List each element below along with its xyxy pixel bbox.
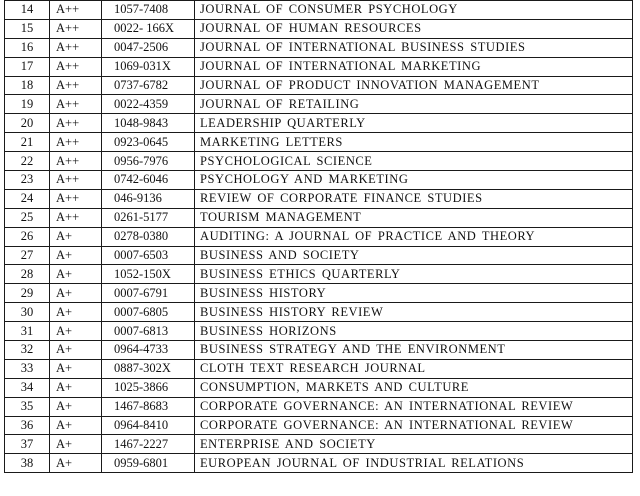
table-row: [5, 265, 633, 284]
table-row: [5, 19, 633, 38]
table-row: [5, 38, 633, 57]
journal-title-cell: BUSINESS STRATEGY AND THE ENVIRONMENT: [195, 341, 633, 360]
issn-cell: 046-9136: [102, 189, 195, 208]
journal-title-cell: CORPORATE GOVERNANCE: AN INTERNATIONAL REVIEW: [195, 397, 633, 416]
issn-cell: 1048-9843: [102, 114, 195, 133]
issn-cell: 0007-6813: [102, 322, 195, 341]
row-number-cell: 30: [5, 303, 50, 322]
journal-title-cell: CLOTH TEXT RESEARCH JOURNAL: [195, 359, 633, 378]
rank-cell: A++: [50, 152, 102, 171]
table-row: [5, 57, 633, 76]
journal-title-cell: JOURNAL OF CONSUMER PSYCHOLOGY: [195, 1, 633, 20]
table-row: [5, 208, 633, 227]
row-number-cell: 31: [5, 322, 50, 341]
rank-cell: A+: [50, 454, 102, 473]
table-row: [5, 341, 633, 360]
issn-cell: 0964-8410: [102, 416, 195, 435]
issn-cell: 0964-4733: [102, 341, 195, 360]
rank-cell: A+: [50, 435, 102, 454]
table-row: [5, 227, 633, 246]
row-number-cell: 37: [5, 435, 50, 454]
table-row: [5, 454, 633, 473]
row-number-cell: 32: [5, 341, 50, 360]
journal-title-cell: ENTERPRISE AND SOCIETY: [195, 435, 633, 454]
journal-title-cell: JOURNAL OF INTERNATIONAL BUSINESS STUDIES: [195, 38, 633, 57]
table-row: [5, 359, 633, 378]
journal-ranking-table: [4, 0, 633, 473]
issn-cell: 0047-2506: [102, 38, 195, 57]
row-number-cell: 23: [5, 171, 50, 190]
rank-cell: A++: [50, 76, 102, 95]
row-number-cell: 29: [5, 284, 50, 303]
row-number-cell: 33: [5, 359, 50, 378]
issn-cell: 0278-0380: [102, 227, 195, 246]
journal-title-cell: CONSUMPTION, MARKETS AND CULTURE: [195, 378, 633, 397]
rank-cell: A+: [50, 303, 102, 322]
issn-cell: 1025-3866: [102, 378, 195, 397]
issn-cell: 0887-302X: [102, 359, 195, 378]
row-number-cell: 26: [5, 227, 50, 246]
row-number-cell: 36: [5, 416, 50, 435]
rank-cell: A+: [50, 397, 102, 416]
row-number-cell: 22: [5, 152, 50, 171]
row-number-cell: 25: [5, 208, 50, 227]
row-number-cell: 17: [5, 57, 50, 76]
table-row: [5, 114, 633, 133]
table-row: [5, 303, 633, 322]
rank-cell: A+: [50, 322, 102, 341]
rank-cell: A+: [50, 227, 102, 246]
rank-cell: A++: [50, 95, 102, 114]
rank-cell: A++: [50, 189, 102, 208]
row-number-cell: 14: [5, 1, 50, 20]
issn-cell: 0022-4359: [102, 95, 195, 114]
journal-title-cell: JOURNAL OF INTERNATIONAL MARKETING: [195, 57, 633, 76]
issn-cell: 0007-6503: [102, 246, 195, 265]
issn-cell: 1069-031X: [102, 57, 195, 76]
table-row: [5, 76, 633, 95]
journal-title-cell: BUSINESS HISTORY REVIEW: [195, 303, 633, 322]
row-number-cell: 15: [5, 19, 50, 38]
rank-cell: A++: [50, 57, 102, 76]
table-row: [5, 189, 633, 208]
row-number-cell: 35: [5, 397, 50, 416]
table-row: [5, 1, 633, 20]
table-row: [5, 133, 633, 152]
rank-cell: A+: [50, 265, 102, 284]
journal-title-cell: PSYCHOLOGY AND MARKETING: [195, 171, 633, 190]
rank-cell: A++: [50, 38, 102, 57]
rank-cell: A+: [50, 359, 102, 378]
journal-title-cell: JOURNAL OF HUMAN RESOURCES: [195, 19, 633, 38]
journal-title-cell: EUROPEAN JOURNAL OF INDUSTRIAL RELATIONS: [195, 454, 633, 473]
journal-title-cell: BUSINESS HORIZONS: [195, 322, 633, 341]
table-row: [5, 171, 633, 190]
row-number-cell: 18: [5, 76, 50, 95]
journal-title-cell: JOURNAL OF PRODUCT INNOVATION MANAGEMENT: [195, 76, 633, 95]
journal-title-cell: JOURNAL OF RETAILING: [195, 95, 633, 114]
journal-title-cell: MARKETING LETTERS: [195, 133, 633, 152]
journal-title-cell: TOURISM MANAGEMENT: [195, 208, 633, 227]
row-number-cell: 19: [5, 95, 50, 114]
issn-cell: 0959-6801: [102, 454, 195, 473]
issn-cell: 0007-6791: [102, 284, 195, 303]
issn-cell: 0261-5177: [102, 208, 195, 227]
rank-cell: A++: [50, 171, 102, 190]
issn-cell: 0956-7976: [102, 152, 195, 171]
table-row: [5, 397, 633, 416]
row-number-cell: 16: [5, 38, 50, 57]
journal-title-cell: PSYCHOLOGICAL SCIENCE: [195, 152, 633, 171]
issn-cell: 0742-6046: [102, 171, 195, 190]
row-number-cell: 38: [5, 454, 50, 473]
issn-cell: 1057-7408: [102, 1, 195, 20]
row-number-cell: 34: [5, 378, 50, 397]
rank-cell: A++: [50, 208, 102, 227]
issn-cell: 1467-2227: [102, 435, 195, 454]
table-row: [5, 95, 633, 114]
table-row: [5, 322, 633, 341]
issn-cell: 0007-6805: [102, 303, 195, 322]
row-number-cell: 24: [5, 189, 50, 208]
table-row: [5, 284, 633, 303]
row-number-cell: 20: [5, 114, 50, 133]
rank-cell: A+: [50, 284, 102, 303]
journal-title-cell: BUSINESS HISTORY: [195, 284, 633, 303]
issn-cell: 1467-8683: [102, 397, 195, 416]
issn-cell: 0923-0645: [102, 133, 195, 152]
rank-cell: A+: [50, 416, 102, 435]
table-row: [5, 435, 633, 454]
journal-title-cell: AUDITING: A JOURNAL OF PRACTICE AND THEORY: [195, 227, 633, 246]
table-row: [5, 246, 633, 265]
table-row: [5, 416, 633, 435]
row-number-cell: 21: [5, 133, 50, 152]
rank-cell: A++: [50, 1, 102, 20]
issn-cell: 0022- 166X: [102, 19, 195, 38]
journal-title-cell: BUSINESS ETHICS QUARTERLY: [195, 265, 633, 284]
issn-cell: 1052-150X: [102, 265, 195, 284]
journal-title-cell: BUSINESS AND SOCIETY: [195, 246, 633, 265]
row-number-cell: 28: [5, 265, 50, 284]
journal-title-cell: LEADERSHIP QUARTERLY: [195, 114, 633, 133]
rank-cell: A++: [50, 19, 102, 38]
table-row: [5, 152, 633, 171]
journal-title-cell: CORPORATE GOVERNANCE: AN INTERNATIONAL REVIEW: [195, 416, 633, 435]
rank-cell: A+: [50, 246, 102, 265]
rank-cell: A+: [50, 341, 102, 360]
journal-title-cell: REVIEW OF CORPORATE FINANCE STUDIES: [195, 189, 633, 208]
issn-cell: 0737-6782: [102, 76, 195, 95]
rank-cell: A+: [50, 378, 102, 397]
row-number-cell: 27: [5, 246, 50, 265]
journal-table-body: [5, 1, 633, 473]
rank-cell: A++: [50, 133, 102, 152]
table-row: [5, 378, 633, 397]
rank-cell: A++: [50, 114, 102, 133]
